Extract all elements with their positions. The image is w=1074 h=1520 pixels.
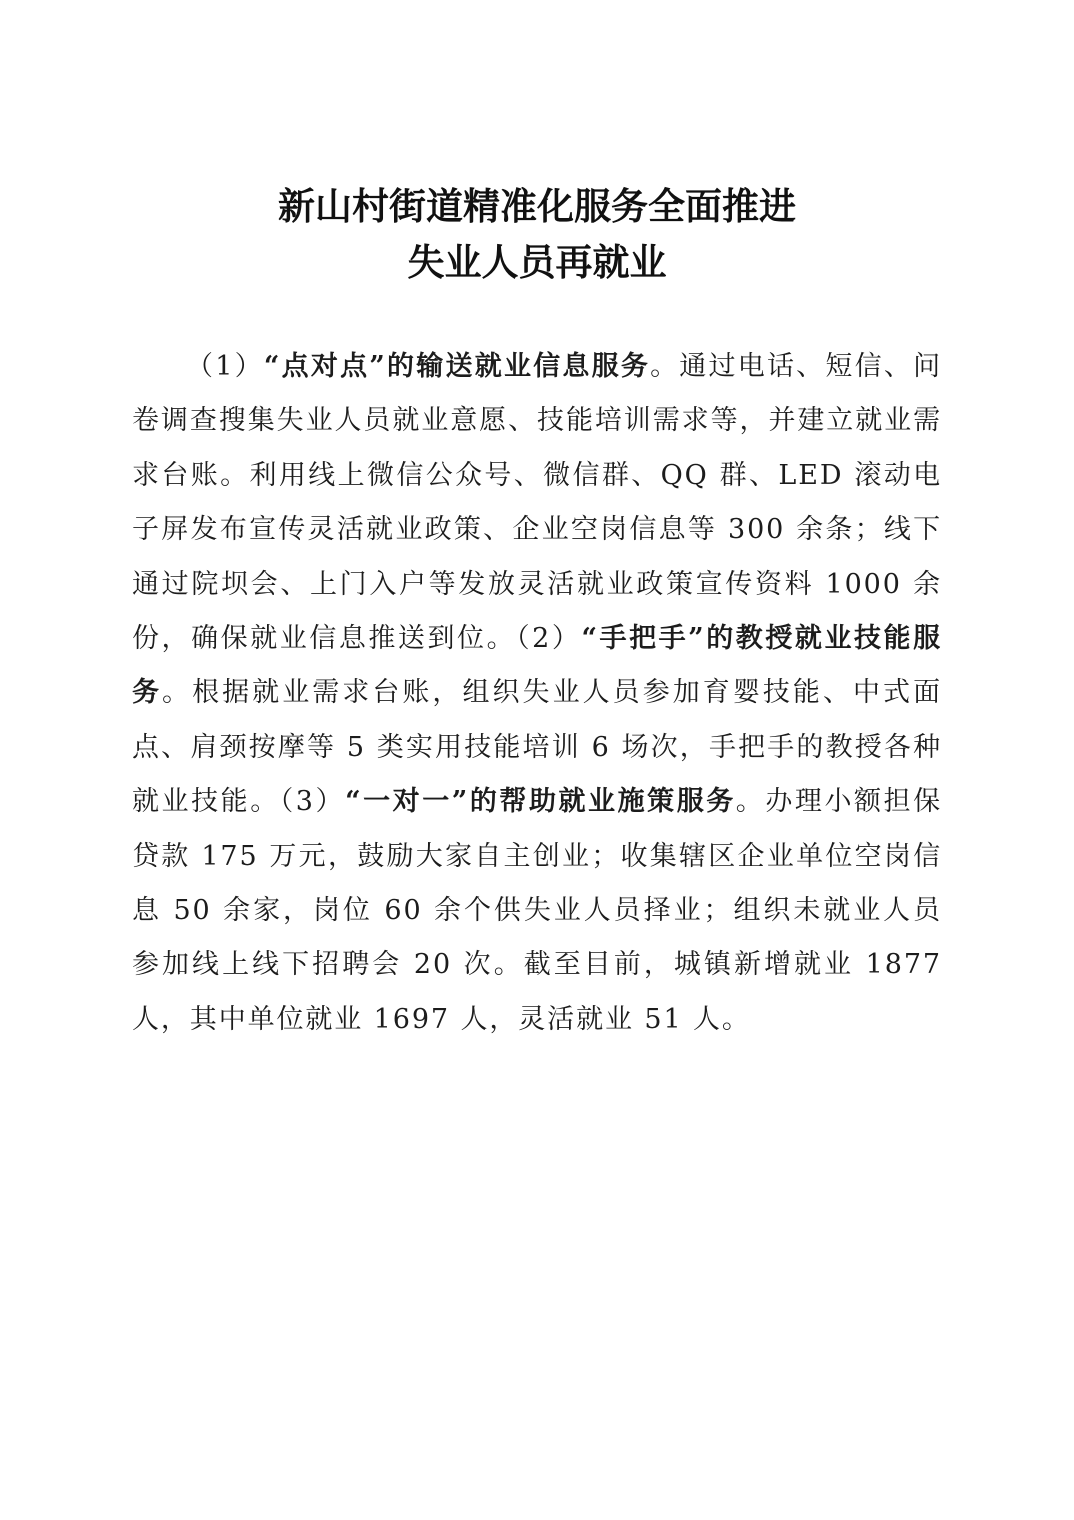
document-body xyxy=(132,340,942,1047)
paragraph-segment: 。根据就业需求台账，组织失业人员参加育婴技能、中式面点、肩颈按摩等 5 类实用技能培训 6 场次，手把手的教授各种就业技能。（3） xyxy=(132,677,942,818)
paragraph-segment: 。通过电话、短信、问卷调查搜集失业人员就业意愿、技能培训需求等，并建立就业需求台账。利用线上微信公众号、微信群、QQ 群、LED 滚动电子屏发布宣传灵活就业政策、企业空岗信息等 300 余条；线下通过院坝会、上门入户等发放灵活就业政策宣传资料 1000 余份，确保就业信息推送到位。（2） xyxy=(132,351,942,655)
paragraph-segment: 。办理小额担保贷款 175 万元，鼓励大家自主创业；收集辖区企业单位空岗信息 50 余家，岗位 60 余个供失业人员择业；组织未就业人员参加线上线下招聘会 20 次。截至目前，城镇新增就业 1877 人，其中单位就业 1697 人，灵活就业 51 人。 xyxy=(132,786,942,1035)
section-heading-one-to-one: “一对一”的帮助就业施策服务 xyxy=(345,786,736,818)
paragraph-segment: （1） xyxy=(186,351,264,382)
body-paragraph xyxy=(132,340,942,1047)
section-heading-hand-in-hand: “手把手”的教授就业技能服务 xyxy=(132,623,942,709)
title-line-2: 失业人员再就业 xyxy=(407,240,667,284)
title-line-1: 新山村街道精准化服务全面推进 xyxy=(278,184,796,228)
document-title xyxy=(0,178,1074,290)
section-heading-point-to-point: “点对点”的输送就业信息服务 xyxy=(263,351,651,382)
